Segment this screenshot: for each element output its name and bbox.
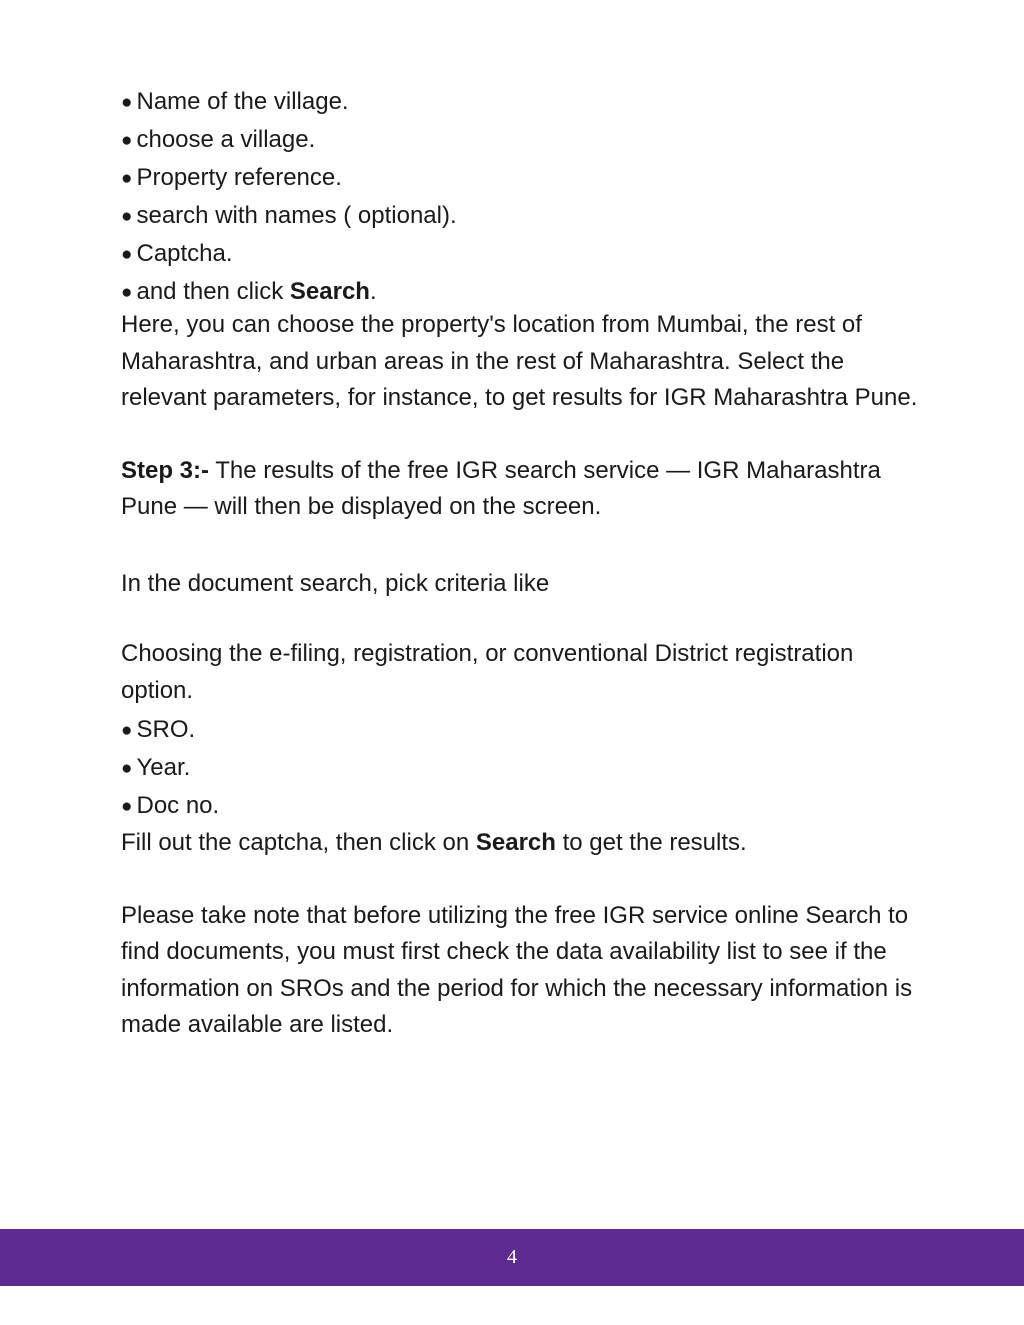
bullet-icon: ●	[121, 720, 133, 741]
bullet-icon: ●	[121, 168, 133, 189]
fill-out-paragraph	[121, 825, 921, 862]
note-paragraph: Please take note that before utilizing the free IGR service online Search to find documents, you must first check the data availability list to see if the information on SROs and the period for which the necessary information is made available are listed.	[121, 901, 913, 1038]
criteria-paragraph: In the document search, pick criteria like	[121, 569, 550, 597]
spacer	[121, 526, 921, 566]
list-item	[121, 235, 921, 273]
choosing-paragraph: Choosing the e-filing, registration, or conventional District registration option.	[121, 640, 854, 704]
list-item	[121, 159, 921, 197]
search-step-prefix: and then click	[136, 278, 290, 305]
bullet-icon: ●	[121, 206, 133, 227]
bullet-icon: ●	[121, 758, 133, 779]
list-item-search	[121, 273, 921, 311]
list-item-text: Captcha.	[136, 240, 233, 267]
fill-out-prefix: Fill out the captcha, then click on	[121, 829, 476, 856]
bullet-icon: ●	[121, 796, 133, 817]
list-item-text: SRO.	[136, 716, 196, 743]
list-item	[121, 83, 921, 121]
list-item	[121, 197, 921, 235]
criteria-list	[121, 711, 921, 825]
spacer	[121, 602, 921, 636]
page-footer	[0, 1229, 1024, 1286]
step3-text: The results of the free IGR search service — IGR Maharashtra Pune — will then be displayed on the screen.	[121, 456, 881, 520]
search-keyword: Search	[289, 278, 370, 305]
list-item-text: search with names ( optional).	[136, 202, 457, 229]
list-item	[121, 121, 921, 159]
document-body	[121, 83, 921, 1044]
list-item-text: Doc no.	[136, 792, 220, 819]
step3-paragraph	[121, 453, 921, 526]
search-step-suffix: .	[369, 278, 377, 305]
list-item	[121, 787, 921, 825]
input-fields-list	[121, 83, 921, 311]
bullet-icon: ●	[121, 130, 133, 151]
fill-out-suffix: to get the results.	[555, 829, 747, 856]
location-paragraph: Here, you can choose the property's location from Mumbai, the rest of Maharashtra, and urban areas in the rest of Maharashtra. Select the relevant parameters, for instance, to get results for IGR Maharashtra Pune.	[121, 311, 918, 411]
page-number: 4	[507, 1246, 517, 1268]
list-item	[121, 711, 921, 749]
spacer	[121, 862, 921, 898]
bullet-icon: ●	[121, 92, 133, 113]
bullet-icon: ●	[121, 244, 133, 265]
step3-label: Step 3:-	[121, 456, 210, 484]
list-item-text: Property reference.	[136, 164, 342, 191]
spacer	[121, 417, 921, 453]
list-item-text: Year.	[136, 754, 191, 781]
list-item-text: choose a village.	[136, 126, 316, 153]
search-keyword: Search	[475, 829, 556, 856]
bullet-icon: ●	[121, 282, 133, 303]
list-item	[121, 749, 921, 787]
list-item-text: Name of the village.	[136, 88, 349, 115]
